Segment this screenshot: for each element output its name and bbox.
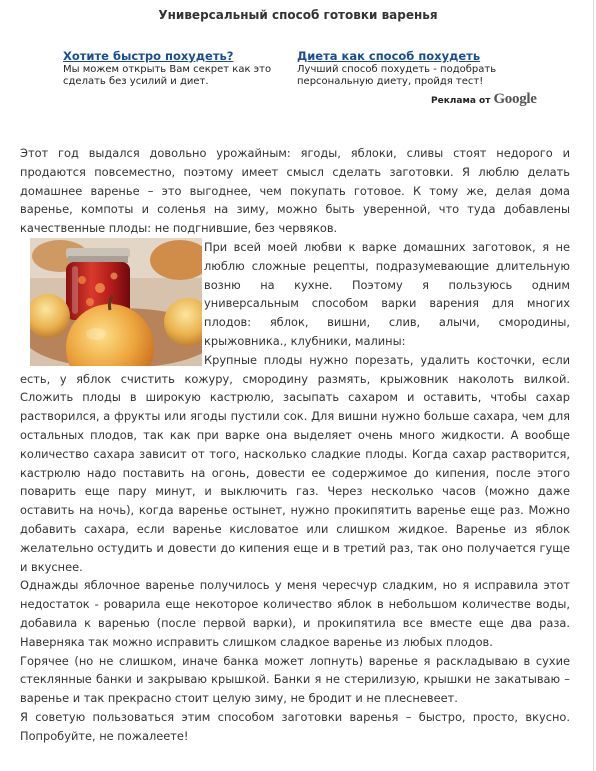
ad-link-2[interactable]: Диета как способ похудеть (297, 49, 481, 63)
page-border (593, 0, 594, 771)
article-body (20, 144, 570, 746)
ad-unit-1[interactable] (63, 49, 281, 88)
ad-text-1: Мы можем открыть Вам секрет как это сделать без усилий и диет. (63, 64, 272, 87)
article-paragraph-4: Однажды яблочное варенье получилось у меня чересчур сладким, но я исправила этот недостаток - роварила еще некоторое количество яблок в небольшом количестве воды, добавила к варенью (после первой варки), и прокипятила все вместе еще два раза. Наверняка так можно исправить слишком сладкое варенье из любых плодов. (20, 578, 570, 649)
ads-by-google[interactable] (431, 91, 537, 108)
jam-and-apples-photo (30, 238, 202, 366)
article-paragraph-1: Этот год выдался довольно урожайным: ягоды, яблоки, сливы стоят недорого и продаются повсеместно, поэтому имеет смысл сделать заготовки. Я люблю делать домашнее варенье – это выгоднее, чем покупать готовое. К тому же, делая дома варенье, компоты и соленья на зиму, можно быть уверенной, что туда добавлены качественные плоды: не подгнившие, без червяков. (20, 146, 570, 236)
page-title: Универсальный способ готовки варенья (158, 8, 438, 22)
article-paragraph-5: Горячее (но не слишком, иначе банка может лопнуть) варенье я раскладываю в сухие стеклянные банки и закрываю крышкой. Банки я не стерилизую, крышки не закатываю – варенье и так прекрасно стоит целую зиму, не бродит и не плесневеет. (20, 653, 570, 706)
article-paragraph-6: Я советую пользоваться этим способом заготовки варенья – быстро, просто, вкусно. Попробуйте, не пожалеете! (20, 709, 570, 743)
google-logo: Google (493, 91, 537, 107)
ad-text-2: Лучший способ похудеть - подобрать персональную диету, пройдя тест! (297, 64, 497, 87)
ad-link-1[interactable]: Хотите быстро похудеть? (63, 49, 234, 63)
ad-credit-label: Реклама от (431, 96, 491, 106)
ad-unit-2[interactable] (297, 49, 515, 88)
jam-photo-drawing (30, 238, 202, 366)
article-paragraph-3: Крупные плоды нужно порезать, удалить косточки, если есть, у яблок счистить кожуру, смородину размять, крыжовник наколоть вилкой. Сложить плоды в широкую кастрюлю, засыпать сахаром и оставить, чтобы сахар растворился, а фрукты или ягоды пустили сок. Для вишни нужно больше сахара, чем для остальных плодов, так как при варке она выделяет очень много жидкости. А вообще количество сахара зависит от того, насколько сладкие плоды. Когда сахар растворится, кастрюлю надо поставить на огонь, довести ее содержимое до кипения, после этого поварить еще пару минут, и выключить газ. Через несколько часов (можно даже оставить на ночь), когда варенье остынет, нужно прокипятить варенье еще раз. Можно добавить сахара, если варенье кисловатое или слишком жидкое. Варенье из яблок желательно остудить и довести до кипения еще и в третий раз, так оно получается гуще и вкуснее. (20, 352, 570, 574)
article-paragraph-2: При всей моей любви к варке домашних заготовок, я не люблю сложные рецепты, подразумевающие длительную возню на кухне. Поэтому я пользуюсь одним универсальным способом варки варения для многих плодов: яблок, вишни, слив, алычи, смородины, крыжовника., клубники, малины: (204, 239, 570, 348)
